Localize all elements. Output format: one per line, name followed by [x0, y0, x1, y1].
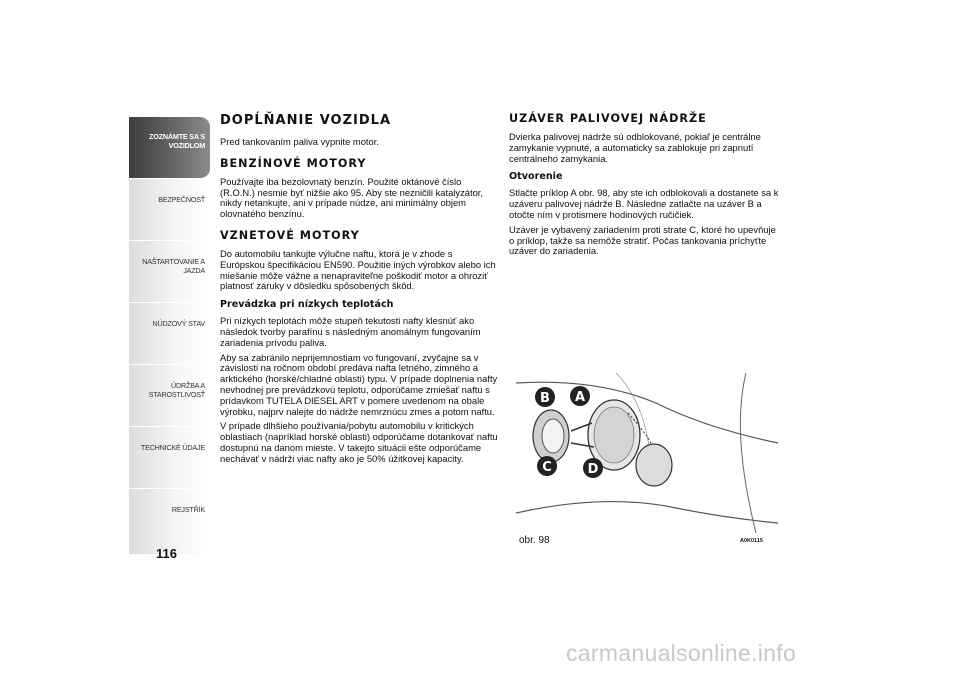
callout-c-label: C	[542, 460, 552, 475]
chapter-tab-label: STAROSTLIVOSŤ	[148, 390, 205, 399]
callout-d-label: D	[587, 462, 599, 477]
chapter-tab-technical-data[interactable]	[129, 427, 210, 489]
section-heading-diesel: VZNETOVÉ MOTORY	[220, 228, 360, 242]
opening-paragraph-1: Stlačte príklop A obr. 98, aby ste ich odblokovali a dostanete sa k uzáveru palivovej nádrže B. Následne zatlačte na uzáver B a otočte ním v protismere hodinových ručičiek.	[509, 187, 779, 220]
intro-text: Pred tankovaním paliva vypnite motor.	[220, 136, 379, 147]
fuel-flap-drawing	[516, 373, 778, 533]
page-title: DOPĹŇANIE VOZIDLA	[220, 113, 392, 128]
fuel-flap-illustration	[516, 373, 778, 533]
chapter-tab-starting-driving[interactable]	[129, 241, 210, 303]
left-column	[220, 112, 498, 469]
chapter-tab-label: VOZIDLOM	[168, 141, 205, 150]
watermark-text: carmanualsonline.info	[566, 640, 797, 666]
subheading-opening: Otvorenie	[509, 171, 563, 183]
section-heading-petrol: BENZÍNOVÉ MOTORY	[220, 156, 367, 170]
section-heading-fuel-cap: UZÁVER PALIVOVEJ NÁDRŽE	[509, 112, 707, 125]
chapter-tab-maintenance[interactable]	[129, 365, 210, 427]
opening-paragraph-2: Uzáver je vybavený zariadením proti strate C, ktoré ho upevňuje o príklop, takže sa nemôže stratiť. Počas tankovania príchyťte uzáver do zariadenia.	[509, 223, 776, 257]
diesel-text: Do automobilu tankujte výlučne naftu, ktorá je v zhode s Európskou špecifikáciou EN590. Použitie iných výrobkov alebo ich miešanie môže vážne a nenapraviteľne poškodiť motor a ohroziť platnosť záruky v dôsledku spôsobených škôd.	[220, 247, 496, 292]
chapter-sidebar	[129, 117, 210, 555]
subheading-low-temperature: Prevádzka pri nízkych teplotách	[220, 299, 394, 311]
figure-code: A0K0115	[740, 538, 763, 544]
chapter-tab-get-to-know[interactable]	[129, 117, 210, 179]
right-column	[509, 112, 779, 261]
callout-a-label: A	[574, 390, 586, 405]
chapter-tab-safety[interactable]	[129, 179, 210, 241]
chapter-tab-label: ÚDRŽBA A	[171, 381, 205, 390]
chapter-tab-emergency[interactable]	[129, 303, 210, 365]
chapter-tab-label: NAŠTARTOVANIE A	[142, 257, 205, 266]
low-temp-paragraph-1: Pri nízkych teplotách môže stupeň tekutosti nafty klesnúť ako následok tvorby parafínu s následným anomálnym fungovaním zariadenia prívodu paliva.	[220, 315, 481, 348]
figure-caption: obr. 98	[519, 535, 550, 546]
chapter-tab-label: NÚDZOVÝ STAV	[152, 319, 205, 328]
callout-b-label: B	[540, 391, 550, 406]
low-temp-paragraph-3: V prípade dlhšieho používania/pobytu automobilu v kritických oblastiach (napríklad horské oblasti) odporúčame dotankovať naftu dostupnú na danom mieste. V takejto situácii ešte odporúčame nechávať v nádrži viac nafty ako je 50% úžitkovej kapacity.	[220, 420, 498, 464]
low-temp-paragraph-2: Aby sa zabránilo neprijemnostiam vo fungovaní, zvyčajne sa v závislosti na ročnom období predáva nafta letného, zimného a arktického (horské/chladné oblasti) typu. V prípade doplnenia nafty nevhodnej pre prevádzkovú teplotu, odporúčame zmiešať naftu s prídavkom TUTELA DIESEL ART v pomere uvedenom na obale výrobku, najprv nalejte do nádrže nemrznúcu zmes a potom naftu.	[220, 351, 498, 417]
page-number: 116	[156, 546, 177, 561]
petrol-text: Používajte iba bezolovnatý benzín. Použité oktánové číslo (R.O.N.) nesmie byť nižšie ako 95. Aby ste nezničili katalyzátor, nikdy netankujte, ani v prípade núdze, ani minimálny objem olovnatého benzínu.	[220, 175, 483, 220]
chapter-tab-label: ZOZNÁMTE SA S	[149, 132, 205, 141]
chapter-tab-label: BEZPEČNOSŤ	[158, 195, 205, 204]
chapter-tab-label: JAZDA	[183, 266, 205, 275]
chapter-tab-label: TECHNICKÉ ÚDAJE	[140, 443, 205, 452]
fuel-cap-intro: Dvierka palivovej nádrže sú odblokované, pokiaľ je centrálne zamykanie vypnuté, a automaticky sa zablokuje pri zapnutí centrálneho zamykania.	[509, 131, 761, 164]
chapter-tab-label: REJSTŘÍK	[171, 505, 205, 514]
